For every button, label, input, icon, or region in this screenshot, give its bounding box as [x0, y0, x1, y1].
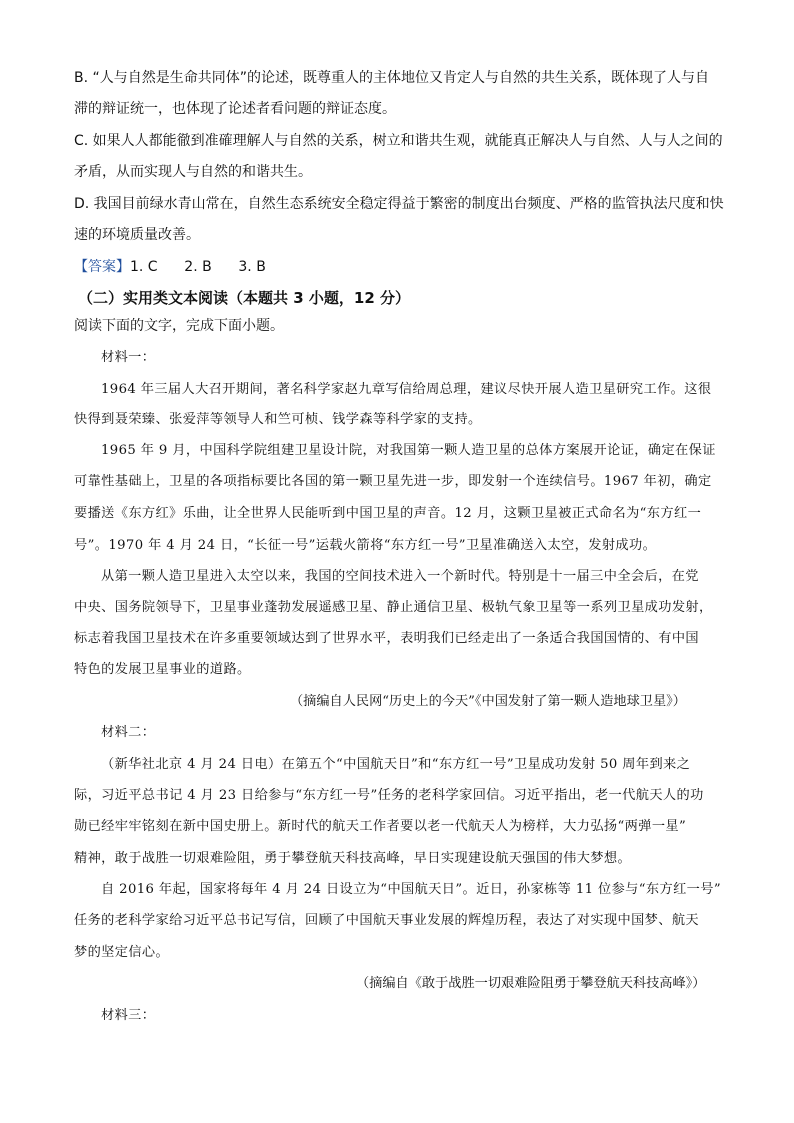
option-c-line2: 矛盾，从而实现人与自然的和谐共生。 [74, 164, 312, 180]
option-d-line2: 速的环境质量改善。 [74, 227, 200, 243]
material1-p1-l2: 快得到聂荣臻、张爱萍等领导人和竺可桢、钱学森等科学家的支持。 [74, 412, 482, 427]
answer-line [74, 257, 266, 277]
answer-text: 1. C 2. B 3. B [130, 259, 266, 275]
material2-p2-l1: 自 2016 年起，国家将每年 4 月 24 日设立为“中国航天日”。近日，孙家栋等 11 位参与“东方红一号” [101, 882, 721, 897]
material1-p3-l3: 标志着我国卫星技术在许多重要领域达到了世界水平，表明我们已经走出了一条适合我国国情的、有中国 [74, 631, 700, 646]
material2-p2-l3: 梦的坚定信心。 [74, 945, 170, 960]
material1-heading: 材料一： [101, 350, 156, 365]
material2-p2-l2: 任务的老科学家给习近平总书记写信，回顾了中国航天事业发展的辉煌历程，表达了对实现中国梦、航天 [74, 913, 700, 928]
material3-heading: 材料三： [101, 1008, 156, 1023]
section-instruction: 阅读下面的文字，完成下面小题。 [74, 318, 284, 334]
material2-p1-l1: （新华社北京 4 月 24 日电）在第五个“中国航天日”和“东方红一号”卫星成功发射 50 周年到来之 [101, 757, 691, 772]
answer-tag: 【答案】 [74, 259, 130, 275]
material1-p3-l2: 中央、国务院领导下，卫星事业蓬勃发展遥感卫星、静止通信卫星、极轨气象卫星等一系列卫星成功发射， [74, 600, 713, 615]
option-d-line1: D. 我国目前绿水青山常在，自然生态系统安全稳定得益于繁密的制度出台频度、严格的监管执法尺度和快 [74, 196, 724, 212]
material2-p1-l2: 际，习近平总书记 4 月 23 日给参与“东方红一号”任务的老科学家回信。习近平指出，老一代航天人的功 [74, 788, 704, 803]
material1-p2-l4: 号”。1970 年 4 月 24 日，“长征一号”运载火箭将“东方红一号”卫星准确送入太空，发射成功。 [74, 538, 657, 553]
material1-p1-l1: 1964 年三届人大召开期间，著名科学家赵九章写信给周总理，建议尽快开展人造卫星研究工作。这很 [101, 382, 712, 397]
section-title: （二）实用类文本阅读（本题共 3 小题，12 分） [78, 289, 410, 307]
material1-p3-l4: 特色的发展卫星事业的道路。 [74, 662, 251, 677]
material1-p2-l3: 要播送《东方红》乐曲，让全世界人民能听到中国卫星的声音。12 月，这颗卫星被正式命名为“东方红一 [74, 506, 702, 521]
material2-p1-l4: 精神，敢于战胜一切艰难险阻，勇于攀登航天科技高峰，早日实现建设航天强国的伟大梦想。 [74, 851, 632, 866]
option-c-line1: C. 如果人人都能徹到准確理解人与自然的关系，树立和谐共生观，就能真正解决人与自然、人与人之间的 [74, 133, 723, 149]
option-b-line2: 滞的辩证统一，也体现了论述者看问题的辩证态度。 [74, 101, 396, 117]
material1-source: （摘编自人民网“历史上的今天”《中国发射了第一颗人造地球卫星》） [290, 694, 686, 709]
material1-p2-l1: 1965 年 9 月，中国科学院组建卫星设计院，对我国第一颗人造卫星的总体方案展开论证，确定在保证 [101, 443, 716, 458]
material1-p2-l2: 可靠性基础上，卫星的各项指标要比各国的第一颗卫星先进一步，即发射一个连续信号。1967 年初，确定 [74, 474, 712, 489]
material1-p3-l1: 从第一颗人造卫星进入太空以来，我国的空间技术进入一个新时代。特别是十一届三中全会后，在党 [101, 569, 699, 584]
material2-source: （摘编自《敢于战胜一切艰难险阻勇于攀登航天科技高峰》） [356, 976, 706, 991]
material2-heading: 材料二： [101, 725, 156, 740]
option-b-line1: B. “人与自然是生命共同体”的论述，既尊重人的主体地位又肯定人与自然的共生关系，既体现了人与自 [74, 70, 710, 86]
material2-p1-l3: 勋已经牢牢铭刻在新中国史册上。新时代的航天工作者要以老一代航天人为榜样，大力弘扬“两弹一星” [74, 819, 687, 834]
